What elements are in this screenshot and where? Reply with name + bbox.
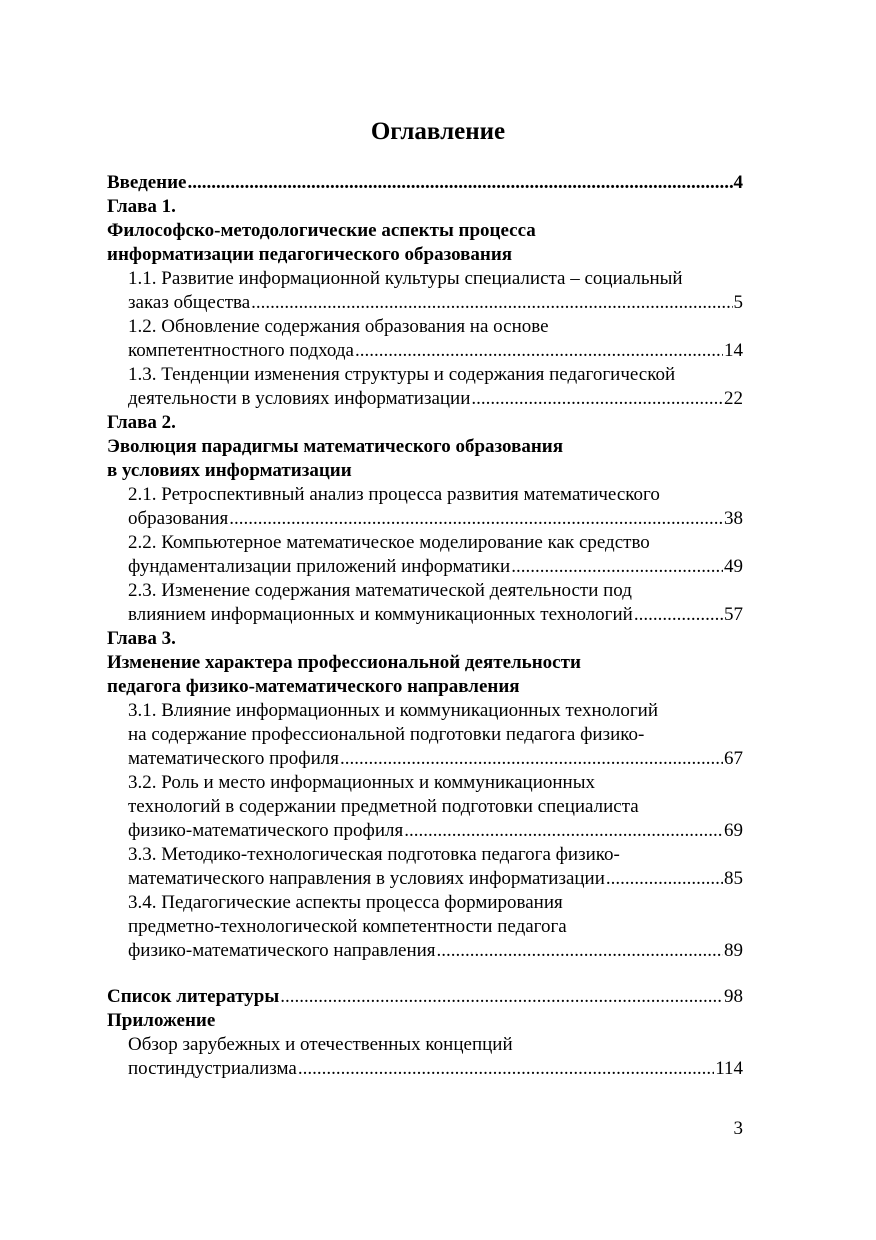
leader-dots — [404, 819, 723, 843]
toc-entry-text: образования — [128, 508, 229, 529]
toc-page-number: 114 — [715, 1058, 743, 1079]
appendix-label: Приложение — [107, 1010, 216, 1031]
toc-entry-text: математического профиля — [128, 748, 339, 769]
spacer — [107, 963, 743, 985]
chapter-1-title: Философско-методологические аспекты процесса — [107, 220, 536, 241]
toc-entry-text: 3.1. Влияние информационных и коммуникационных технологий — [128, 700, 658, 721]
toc-page-number: 14 — [724, 340, 743, 361]
toc-entry-text: Обзор зарубежных и отечественных концепций — [128, 1034, 513, 1055]
toc-entry-3-1[interactable] — [107, 699, 743, 771]
toc-page-number: 5 — [733, 292, 743, 313]
toc-entry-text: 3.2. Роль и место информационных и коммуникационных — [128, 772, 595, 793]
toc-entry-1-1[interactable] — [107, 267, 743, 315]
toc-entry-text: 2.2. Компьютерное математическое моделирование как средство — [128, 532, 650, 553]
toc-entry-intro[interactable] — [107, 171, 743, 195]
toc-page-number: 57 — [724, 604, 743, 625]
toc-entry-label: Список литературы — [107, 986, 280, 1007]
toc-entry-2-2[interactable] — [107, 531, 743, 579]
toc-entry-2-1[interactable] — [107, 483, 743, 531]
leader-dots — [606, 867, 723, 891]
toc-entry-text: заказ общества — [128, 292, 251, 313]
toc-entry-text: 1.2. Обновление содержания образования на основе — [128, 316, 549, 337]
toc-entry-text: влиянием информационных и коммуникационных технологий — [128, 604, 633, 625]
leader-dots — [511, 555, 723, 579]
toc-page-number: 22 — [724, 388, 743, 409]
chapter-2-title: в условиях информатизации — [107, 460, 352, 481]
toc-entry-appendix[interactable] — [107, 1033, 743, 1081]
page-number: 3 — [733, 1118, 743, 1139]
toc-entry-label: Введение — [107, 172, 187, 193]
toc-page-number: 85 — [724, 868, 743, 889]
leader-dots — [634, 603, 723, 627]
toc-page-number: 98 — [724, 986, 743, 1007]
leader-dots — [251, 291, 732, 315]
toc-entry-text: 3.3. Методико-технологическая подготовка педагога физико- — [128, 844, 620, 865]
toc-entry-text: деятельности в условиях информатизации — [128, 388, 471, 409]
toc-entry-text: 1.3. Тенденции изменения структуры и содержания педагогической — [128, 364, 676, 385]
toc-entry-text: математического направления в условиях информатизации — [128, 868, 605, 889]
toc-entry-text: компетентностного подхода — [128, 340, 354, 361]
chapter-2-label: Глава 2. — [107, 412, 176, 433]
toc-entry-3-3[interactable] — [107, 843, 743, 891]
leader-dots — [229, 507, 723, 531]
leader-dots — [340, 747, 723, 771]
leader-dots — [298, 1057, 714, 1081]
leader-dots — [471, 387, 723, 411]
toc-page-number: 4 — [733, 172, 743, 193]
toc-entry-text: 1.1. Развитие информационной культуры специалиста – социальный — [128, 268, 683, 289]
toc-entry-text: 3.4. Педагогические аспекты процесса формирования — [128, 892, 563, 913]
toc-page-number: 69 — [724, 820, 743, 841]
toc-entry-2-3[interactable] — [107, 579, 743, 627]
chapter-2-title: Эволюция парадигмы математического образования — [107, 436, 563, 457]
toc-entry-text: на содержание профессиональной подготовки педагога физико- — [128, 724, 645, 745]
leader-dots — [280, 985, 723, 1009]
toc-entry-3-2[interactable] — [107, 771, 743, 843]
leader-dots — [355, 339, 723, 363]
toc-entry-1-2[interactable] — [107, 315, 743, 363]
chapter-3-title: педагога физико-математического направления — [107, 676, 520, 697]
page-title: Оглавление — [370, 118, 506, 145]
table-of-contents — [107, 171, 743, 1081]
chapter-1-label: Глава 1. — [107, 196, 176, 217]
leader-dots — [437, 939, 723, 963]
chapter-3-title: Изменение характера профессиональной деятельности — [107, 652, 581, 673]
toc-entry-text: предметно-технологической компетентности педагога — [128, 916, 567, 937]
toc-entry-text: технологий в содержании предметной подготовки специалиста — [128, 796, 639, 817]
toc-entry-bibliography[interactable] — [107, 985, 743, 1009]
toc-entry-1-3[interactable] — [107, 363, 743, 411]
toc-entry-text: фундаментализации приложений информатики — [128, 556, 511, 577]
toc-page-number: 89 — [724, 940, 743, 961]
leader-dots — [188, 171, 733, 195]
toc-page-number: 49 — [724, 556, 743, 577]
toc-entry-text: физико-математического направления — [128, 940, 436, 961]
toc-entry-3-4[interactable] — [107, 891, 743, 963]
toc-entry-text: физико-математического профиля — [128, 820, 404, 841]
toc-page-number: 67 — [724, 748, 743, 769]
toc-entry-text: постиндустриализма — [128, 1058, 297, 1079]
toc-entry-text: 2.1. Ретроспективный анализ процесса развития математического — [128, 484, 660, 505]
toc-page-number: 38 — [724, 508, 743, 529]
chapter-3-label: Глава 3. — [107, 628, 176, 649]
toc-entry-text: 2.3. Изменение содержания математической деятельности под — [128, 580, 632, 601]
chapter-1-title: информатизации педагогического образования — [107, 244, 513, 265]
